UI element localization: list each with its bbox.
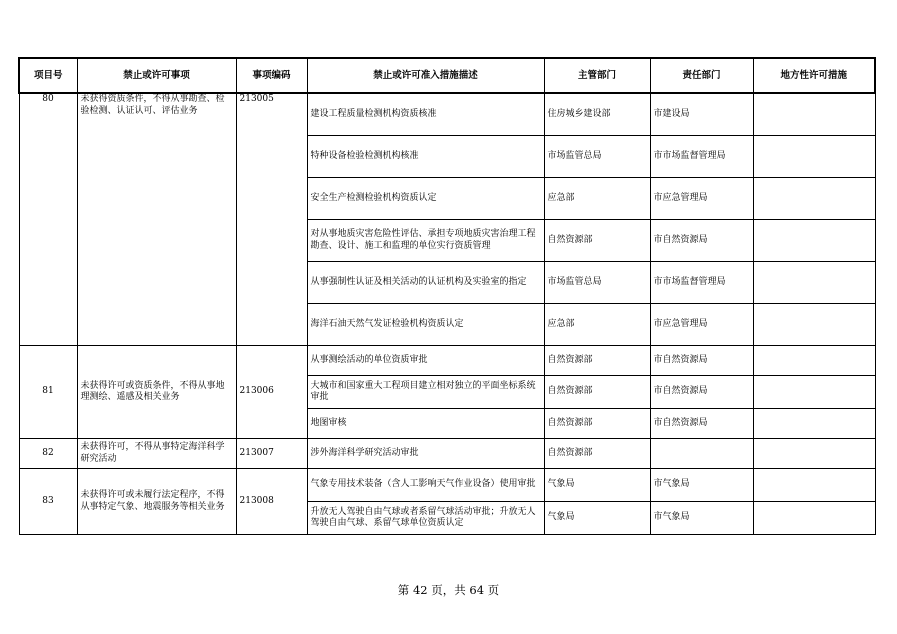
competent-dept: 气象局 <box>544 469 650 502</box>
header-competent-dept: 主管部门 <box>544 58 650 93</box>
measure-desc: 从事强制性认证及相关活动的认证机构及实验室的指定 <box>307 262 544 304</box>
measure-desc: 从事测绘活动的单位资质审批 <box>307 346 544 376</box>
responsible-dept: 市应急管理局 <box>650 178 753 220</box>
header-item-code: 事项编码 <box>236 58 307 93</box>
table-row <box>19 469 875 502</box>
item-name: 未获得许可或资质条件，不得从事地理测绘、遥感及相关业务 <box>77 346 236 439</box>
table-row <box>19 346 875 376</box>
local-measure <box>753 376 875 409</box>
item-code: 213006 <box>236 346 307 439</box>
competent-dept: 自然资源部 <box>544 376 650 409</box>
local-measure <box>753 93 875 136</box>
item-code: 213008 <box>236 469 307 535</box>
local-measure <box>753 220 875 262</box>
table-row <box>19 439 875 469</box>
responsible-dept: 市气象局 <box>650 502 753 535</box>
measure-desc: 大城市和国家重大工程项目建立相对独立的平面坐标系统审批 <box>307 376 544 409</box>
table-row <box>19 93 875 136</box>
item-name: 未获得许可或未履行法定程序，不得从事特定气象、地震服务等相关业务 <box>77 469 236 535</box>
page-number: 第 42 页，共 64 页 <box>397 583 500 597</box>
responsible-dept: 市气象局 <box>650 469 753 502</box>
measure-desc: 升放无人驾驶自由气球或者系留气球活动审批；升放无人驾驶自由气球、系留气球单位资质认定 <box>307 502 544 535</box>
item-code: 213005 <box>236 93 307 346</box>
responsible-dept: 市应急管理局 <box>650 304 753 346</box>
local-measure <box>753 178 875 220</box>
measure-desc: 安全生产检测检验机构资质认定 <box>307 178 544 220</box>
competent-dept: 自然资源部 <box>544 409 650 439</box>
responsible-dept: 市市场监督管理局 <box>650 136 753 178</box>
responsible-dept: 市自然资源局 <box>650 376 753 409</box>
competent-dept: 应急部 <box>544 178 650 220</box>
local-measure <box>753 262 875 304</box>
responsible-dept: 市市场监督管理局 <box>650 262 753 304</box>
local-measure <box>753 346 875 376</box>
local-measure <box>753 439 875 469</box>
local-measure <box>753 502 875 535</box>
header-local-measure: 地方性许可措施 <box>753 58 875 93</box>
measure-desc: 海洋石油天然气发证检验机构资质认定 <box>307 304 544 346</box>
item-name: 未获得资质条件，不得从事勘查、检验检测、认证认可、评估业务 <box>77 93 236 346</box>
measure-desc: 涉外海洋科学研究活动审批 <box>307 439 544 469</box>
header-responsible-dept: 责任部门 <box>650 58 753 93</box>
header-measure-desc: 禁止或许可准入措施描述 <box>307 58 544 93</box>
local-measure <box>753 469 875 502</box>
competent-dept: 市场监管总局 <box>544 136 650 178</box>
measure-desc: 地图审核 <box>307 409 544 439</box>
item-name: 未获得许可，不得从事特定海洋科学研究活动 <box>77 439 236 469</box>
responsible-dept: 市自然资源局 <box>650 409 753 439</box>
competent-dept: 市场监管总局 <box>544 262 650 304</box>
measure-desc: 建设工程质量检测机构资质核准 <box>307 93 544 136</box>
item-code: 213007 <box>236 439 307 469</box>
responsible-dept: 市自然资源局 <box>650 220 753 262</box>
competent-dept: 自然资源部 <box>544 346 650 376</box>
local-measure <box>753 304 875 346</box>
item-number: 83 <box>19 469 77 535</box>
responsible-dept: 市自然资源局 <box>650 346 753 376</box>
responsible-dept: 市建设局 <box>650 93 753 136</box>
measure-desc: 对从事地质灾害危险性评估、承担专项地质灾害治理工程勘查、设计、施工和监理的单位实行资质管理 <box>307 220 544 262</box>
competent-dept: 自然资源部 <box>544 220 650 262</box>
measure-desc: 气象专用技术装备（含人工影响天气作业设备）使用审批 <box>307 469 544 502</box>
item-number: 81 <box>19 346 77 439</box>
measure-desc: 特种设备检验检测机构核准 <box>307 136 544 178</box>
local-measure <box>753 136 875 178</box>
local-measure <box>753 409 875 439</box>
competent-dept: 自然资源部 <box>544 439 650 469</box>
competent-dept: 住房城乡建设部 <box>544 93 650 136</box>
competent-dept: 应急部 <box>544 304 650 346</box>
item-number: 82 <box>19 439 77 469</box>
restriction-list-table <box>18 57 876 535</box>
header-item-name: 禁止或许可事项 <box>77 58 236 93</box>
item-number: 80 <box>19 93 77 346</box>
responsible-dept <box>650 439 753 469</box>
header-row <box>19 58 875 93</box>
header-item-no: 项目号 <box>19 58 77 93</box>
competent-dept: 气象局 <box>544 502 650 535</box>
